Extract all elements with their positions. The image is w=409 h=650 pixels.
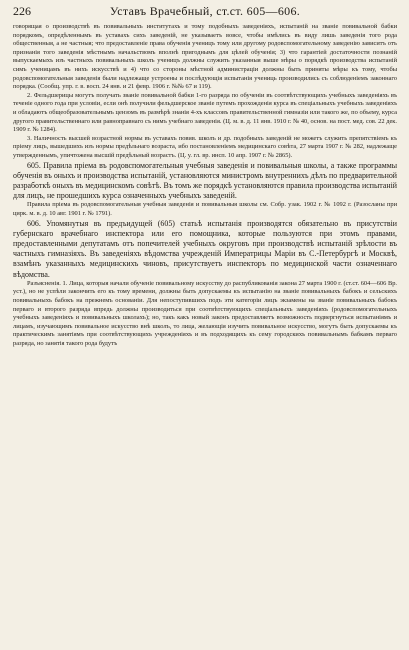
article-606-clarifications: Разъясненія. 1. Лица, которыя начали обученіе повивальному искусству до распубликованія закона 27 марта 1900 г. (ст.ст. 604—606 Вр. уст.), но не успѣли закончить его къ тому времени, должны быть допускаемы къ испытанію на званіе повивальныхъ бабокъ и сельскихъ повивальныхъ бабокъ на прежнемъ основаніи. Для непоступившихъ подъ эти категоріи лицъ экзамены на званіе повивальныхъ бабокъ перваго и второго разряда впредь должны производиться при соотвѣтствующихъ спеціальныхъ заведеніяхъ (родовспомогательныхъ учебныхъ заведеніяхъ и повивальныхъ школахъ); но, такъ какъ новый законъ предоставляетъ возможность подвергнуться испытаніямъ и лицамъ, изучающимъ повивальное искусство внѣ школъ, то лица, желающія изучить повивальное искусство, могутъ быть допускаемы къ практическимъ занятіямъ при соотвѣтствующихъ учрежденіяхъ и въ подходящихъ къ сему городскихъ повивальнымъ бабкамъ перваго разряда, но занятія такого рода будутъ xyxy=(13,279,397,347)
note-item-3: 3. Наличность высшей возрастной нормы въ уставахъ повив. школъ и др. подобныхъ заведеній не можетъ служить препятствіемъ къ пріему лицъ, вышедшихъ изъ нормы предѣльнаго возраста, ибо постановленіемъ медицинскаго совѣта, 27 марта 1907 г. № 282, надлежаще утвержденнымъ, упичтожена высшій предѣльный возрастъ. (Ц. у. гл. вр. инсп. 10 апр. 1907 г. № 2865). xyxy=(13,134,397,159)
page-number: 226 xyxy=(13,4,31,18)
page-content xyxy=(13,23,397,348)
article-605-note: Правила пріема въ родовспомогательныя учебныя заведенія и повивальныя школы см. Собр. узак. 1902 г. № 1092 г. (Разосланы при цирк. м. в. д. 10 авг. 1901 г. № 1791). xyxy=(13,201,397,217)
article-606: 606. Упомянутыя въ предъидущей (605) статьѣ испытанія производятся обязательно въ присутствіи губернскаго врачебнаго инспектора или его помощника, которые пользуются при этомъ правами, предоставленными депутатамъ отъ попечителей учебныхъ округовъ при производствѣ испытаній зрѣлости въ частныхъ гимназіяхъ. Въ заведеніяхъ вѣдомства учрежденій Императрицы Маріи въ С.-Петербургѣ и Москвѣ, взамѣнъ указанныхъ медицинскихъ чиновъ, присутствуетъ инспекторъ по медицинской части означеннаго вѣдомства. xyxy=(13,218,397,279)
running-title: Уставъ Врачебный, ст.ст. 605—606. xyxy=(109,4,301,18)
running-header xyxy=(13,4,397,20)
note-item-2: 2. Фельдшерицы могутъ получать званіе повивальной бабки 1-го разряда по обученіи въ соотвѣтствующихъ учебныхъ заведеніяхъ въ теченіе одного года при условіи, если онѣ получили фельдшерское званіе путемъ прохожденія курса въ спеціальныхъ учебныхъ заведеніяхъ и обладаютъ общеобразовательнымъ цензомъ въ размѣрѣ знанія 4-хъ классовъ правительственной гимназіи или такого же, по объему, курса другого правительственнаго или равноправнаго съ нимъ учебнаго заведенія. (Ц. м. в. д. 11 янв. 1910 г. № 40, основ. на пост. мед. сов. 22 дек. 1909 г. № 1284). xyxy=(13,91,397,134)
article-605: 605. Правила пріема въ родовспомогательныя учебныя заведенія и повивальныя школы, а также программы обученія въ оныхъ и производства испытаній, установляются министромъ внутреннихъ дѣлъ по предварительной разработкѣ оныхъ въ медицинскомъ совѣтѣ. Въ томъ же порядкѣ установляются правила производства испытаній для лицъ, не прошедшихъ курса означенныхъ учебныхъ заведеній. xyxy=(13,160,397,201)
paragraph-continuation: говорящая о производствѣ въ повивальныхъ институтахъ и тому подобныхъ заведеніяхъ, испытаній на званіе повивальной бабки порядкомъ, опредѣленнымъ въ уставахъ сихъ заведеній, не указываетъ вовсе, чтобы имѣлись въ виду лишь заведенія того рода общественныя, а не частныя; что предоставленіе права обученія ученицъ тому или другому родовспомогательному заведенію зависитъ отъ признанія того заведенія мѣстнымъ начальствомъ вполнѣ пригоднымъ для цѣлей обученія; 3) что гарантіей достаточности познаній выпускаемыхъ изъ частныхъ повивальныхъ школъ ученицъ должны служить указанныя выше мѣры о порядкѣ производства испытаній симъ ученицамъ въ нихъ искусствѣ и 4) что со стороны мѣстной администраціи должны быть приняты мѣры къ тому, чтобы родовспомогательныя заведенія были надлежаще устроены и послѣдующія испытанія учениць производились съ соблюденіемъ законнаго порядка. (Сообщ. упр. г. в. восп. 24 янв. и 21 февр. 1906 г. №№ 67 и 119). xyxy=(13,23,397,91)
